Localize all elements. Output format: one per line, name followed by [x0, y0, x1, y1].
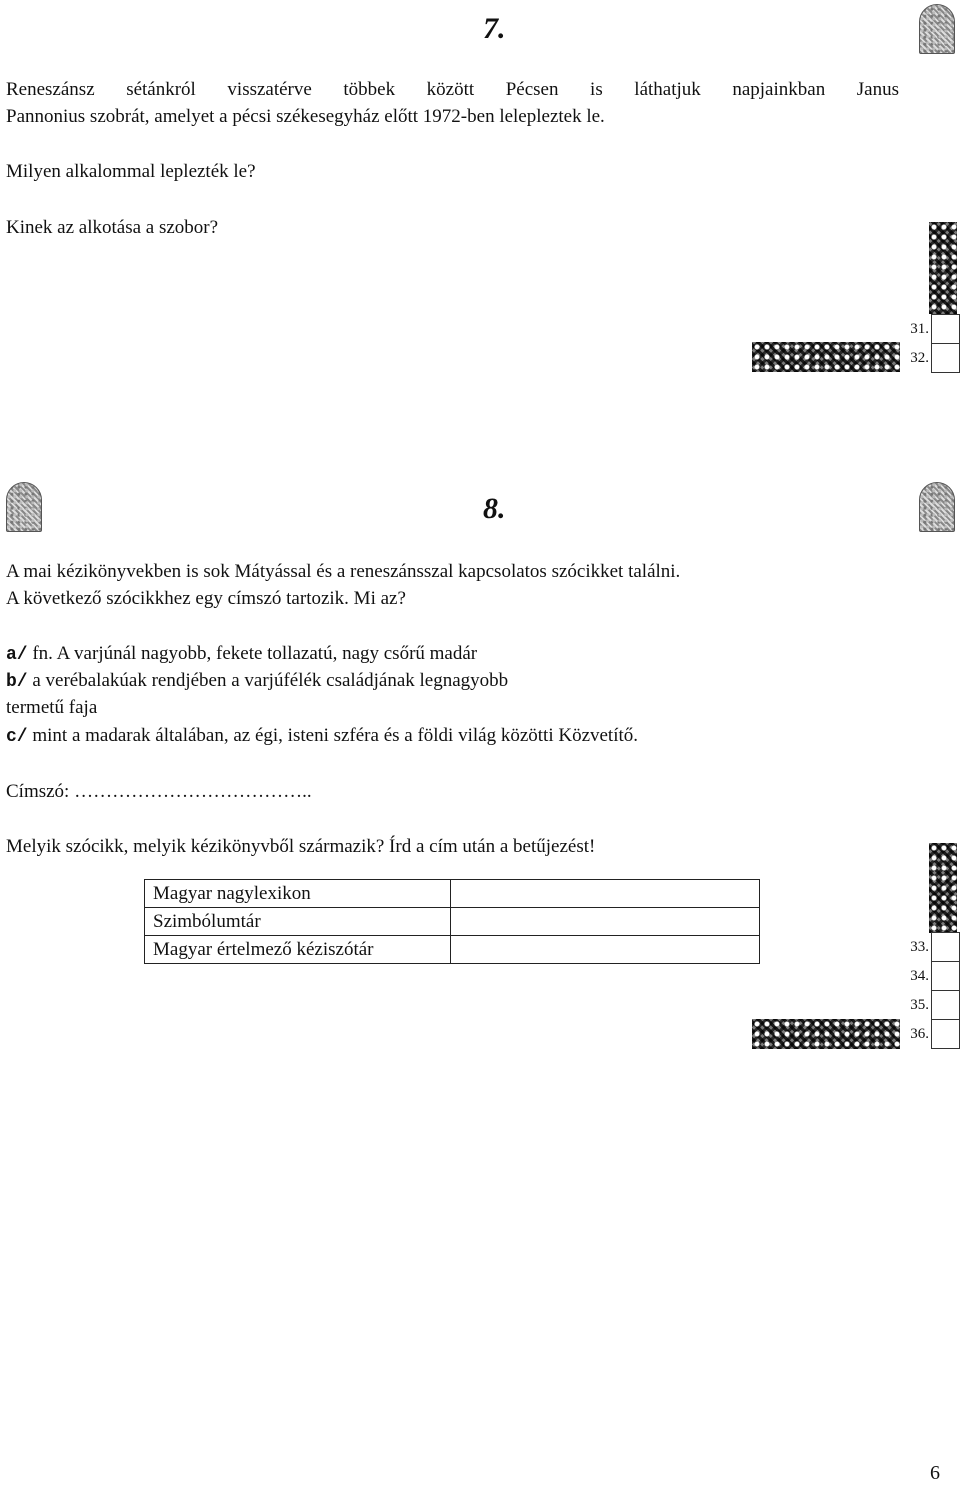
decorative-tile-row [752, 342, 900, 372]
question-unveiling-occasion: Milyen alkalommal leplezték le? [6, 161, 256, 182]
definition-a [6, 640, 477, 669]
definition-b [6, 667, 508, 696]
page-number: 6 [930, 1462, 940, 1484]
decorative-tile-column [929, 843, 957, 933]
section-8-number: 8. [483, 492, 506, 525]
section-8-intro-line-2: A következő szócikkhez egy címszó tartozik. Mi az? [6, 588, 406, 609]
dictionary-table [144, 879, 760, 964]
dictionary-name: Magyar nagylexikon [145, 880, 451, 908]
section-7-intro-line-1: Reneszánsz sétánkról visszatérve többek között Pécsen is láthatjuk napjainkban Janus [6, 79, 899, 100]
table-row [145, 880, 760, 908]
table-row [145, 908, 760, 936]
headword-answer-line[interactable]: Címszó: ……………………………….. [6, 781, 312, 802]
definition-b-continued: termetű faja [6, 697, 98, 718]
dictionary-answer-cell[interactable] [451, 908, 760, 936]
table-row [145, 936, 760, 964]
definition-c-text: mint a madarak általában, az égi, isteni szféra és a földi világ közötti Közvetítő. [32, 725, 639, 746]
definition-a-label: a/ [6, 645, 28, 665]
tombstone-icon [919, 4, 955, 54]
score-box-36[interactable] [931, 1020, 959, 1049]
definition-c [6, 722, 638, 751]
tombstone-icon [919, 482, 955, 532]
dictionary-answer-cell[interactable] [451, 880, 760, 908]
definition-b-text: a verébalakúak rendjében a varjúfélék családjának legnagyobb [32, 670, 509, 691]
dictionary-name: Szimbólumtár [145, 908, 451, 936]
question-statue-author: Kinek az alkotása a szobor? [6, 217, 219, 238]
dictionary-name: Magyar értelmező kéziszótár [145, 936, 451, 964]
score-box-label: 33. [910, 938, 929, 955]
score-box-33[interactable] [931, 933, 959, 962]
score-box-label: 36. [910, 1025, 929, 1042]
score-box-label: 35. [910, 996, 929, 1013]
definition-c-label: c/ [6, 727, 28, 747]
score-box-label: 31. [910, 320, 929, 337]
score-box-31[interactable] [931, 315, 959, 344]
section-7-number: 7. [483, 12, 506, 45]
decorative-tile-row [752, 1019, 900, 1049]
tombstone-icon [6, 482, 42, 532]
score-box-label: 34. [910, 967, 929, 984]
score-boxes-33-36 [900, 932, 960, 1049]
score-box-label: 32. [910, 349, 929, 366]
score-boxes-31-32 [900, 314, 960, 373]
score-box-35[interactable] [931, 991, 959, 1020]
score-box-34[interactable] [931, 962, 959, 991]
definition-a-text: fn. A varjúnál nagyobb, fekete tollazatú, nagy csőrű madár [32, 643, 478, 664]
section-7-intro-line-2: Pannonius szobrát, amelyet a pécsi székesegyház előtt 1972-ben lelepleztek le. [6, 106, 605, 127]
score-box-32[interactable] [931, 344, 959, 373]
section-8-intro-line-1: A mai kézikönyvekben is sok Mátyással és a reneszánsszal kapcsolatos szócikket találni. [6, 561, 681, 582]
decorative-tile-column [929, 222, 957, 314]
dictionary-question: Melyik szócikk, melyik kézikönyvből származik? Írd a cím után a betűjezést! [6, 836, 596, 857]
definition-b-label: b/ [6, 672, 28, 692]
dictionary-answer-cell[interactable] [451, 936, 760, 964]
